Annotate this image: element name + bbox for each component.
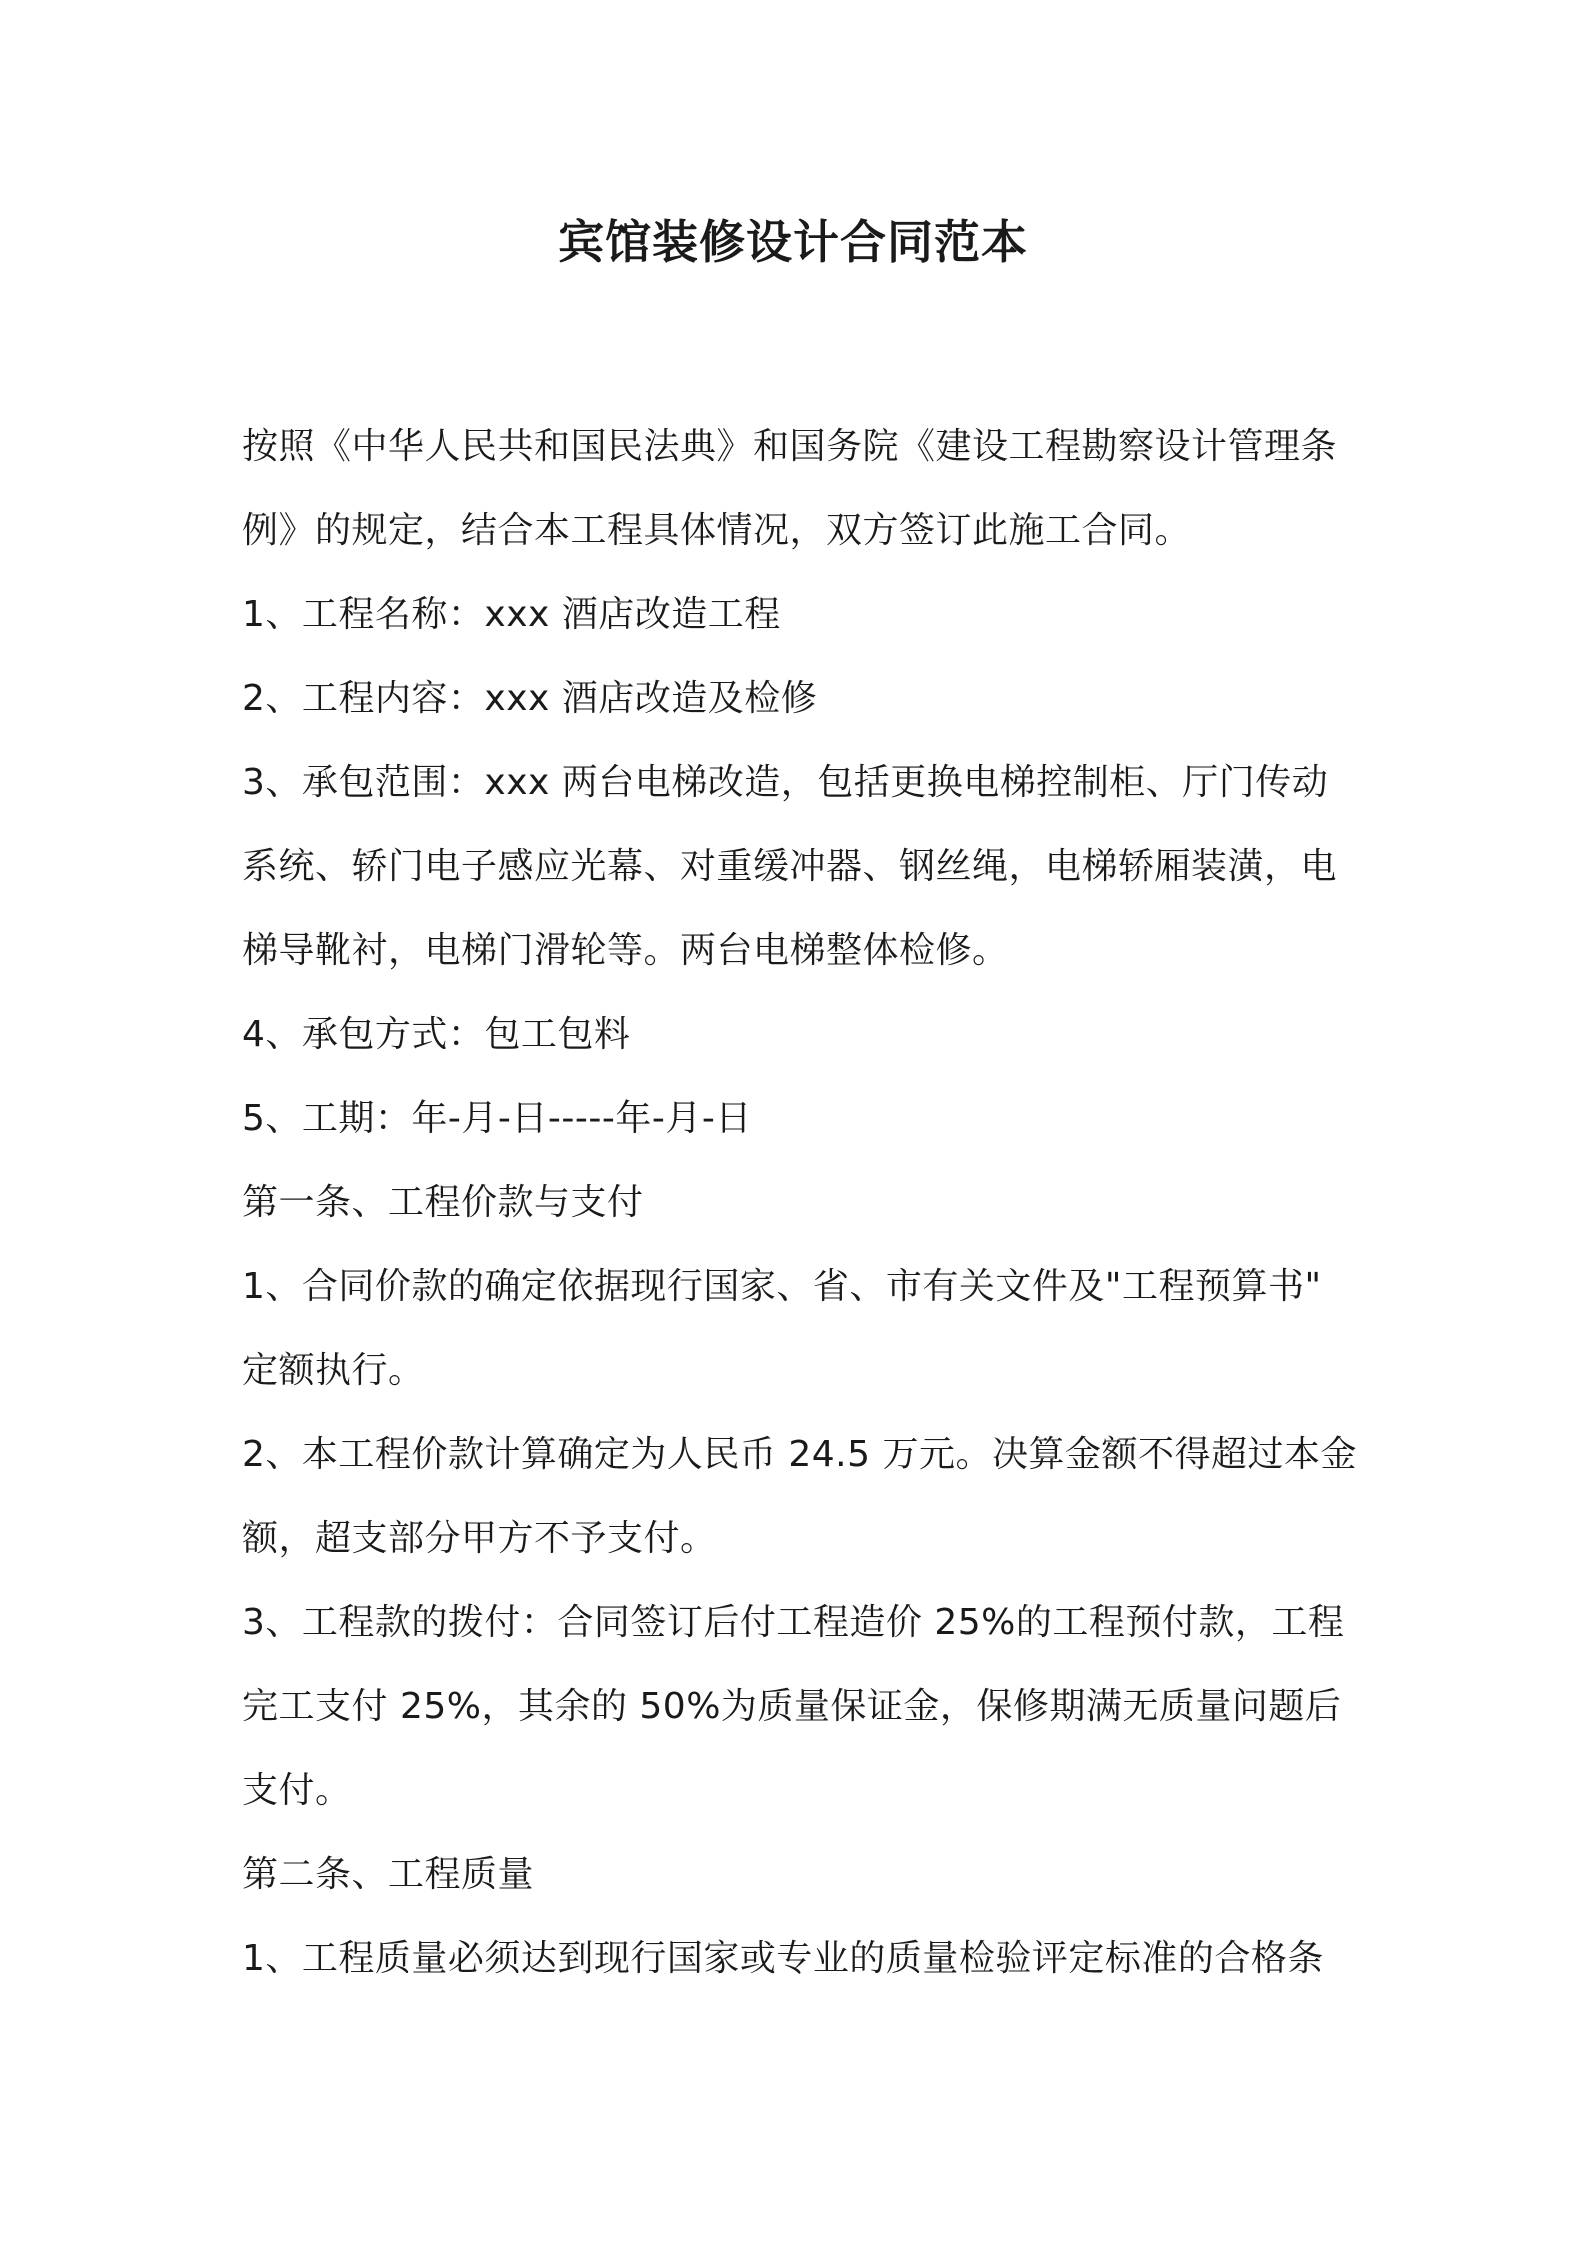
body-line: 梯导靴衬，电梯门滑轮等。两台电梯整体检修。 [242, 930, 1009, 971]
body-line: 3、工程款的拨付：合同签订后付工程造价 25%的工程预付款，工程 [242, 1602, 1345, 1643]
body-line: 额，超支部分甲方不予支付。 [242, 1518, 717, 1559]
document-title: 宾馆装修设计合同范本 [558, 215, 1028, 269]
body-line: 支付。 [242, 1770, 352, 1811]
body-line: 定额执行。 [242, 1350, 425, 1391]
body-line: 按照《中华人民共和国民法典》和国务院《建设工程勘察设计管理条 [242, 426, 1338, 467]
section-heading: 第一条、工程价款与支付 [242, 1182, 644, 1223]
document-body [242, 405, 1362, 2001]
section-heading: 第二条、工程质量 [242, 1854, 535, 1895]
body-line: 1、合同价款的确定依据现行国家、省、市有关文件及"工程预算书" [242, 1266, 1322, 1307]
body-line: 1、工程名称：xxx 酒店改造工程 [242, 594, 781, 635]
body-line: 系统、轿门电子感应光幕、对重缓冲器、钢丝绳，电梯轿厢装潢，电 [242, 846, 1338, 887]
body-line: 4、承包方式：包工包料 [242, 1014, 631, 1055]
body-line: 3、承包范围：xxx 两台电梯改造，包括更换电梯控制柜、厅门传动 [242, 762, 1329, 803]
body-line: 5、工期：年-月-日-----年-月-日 [242, 1098, 752, 1139]
body-line: 2、本工程价款计算确定为人民币 24.5 万元。决算金额不得超过本金 [242, 1434, 1357, 1475]
body-line: 2、工程内容：xxx 酒店改造及检修 [242, 678, 818, 719]
body-line: 1、工程质量必须达到现行国家或专业的质量检验评定标准的合格条 [242, 1938, 1324, 1979]
body-line: 完工支付 25%，其余的 50%为质量保证金，保修期满无质量问题后 [242, 1686, 1342, 1727]
body-line: 例》的规定，结合本工程具体情况，双方签订此施工合同。 [242, 510, 1192, 551]
